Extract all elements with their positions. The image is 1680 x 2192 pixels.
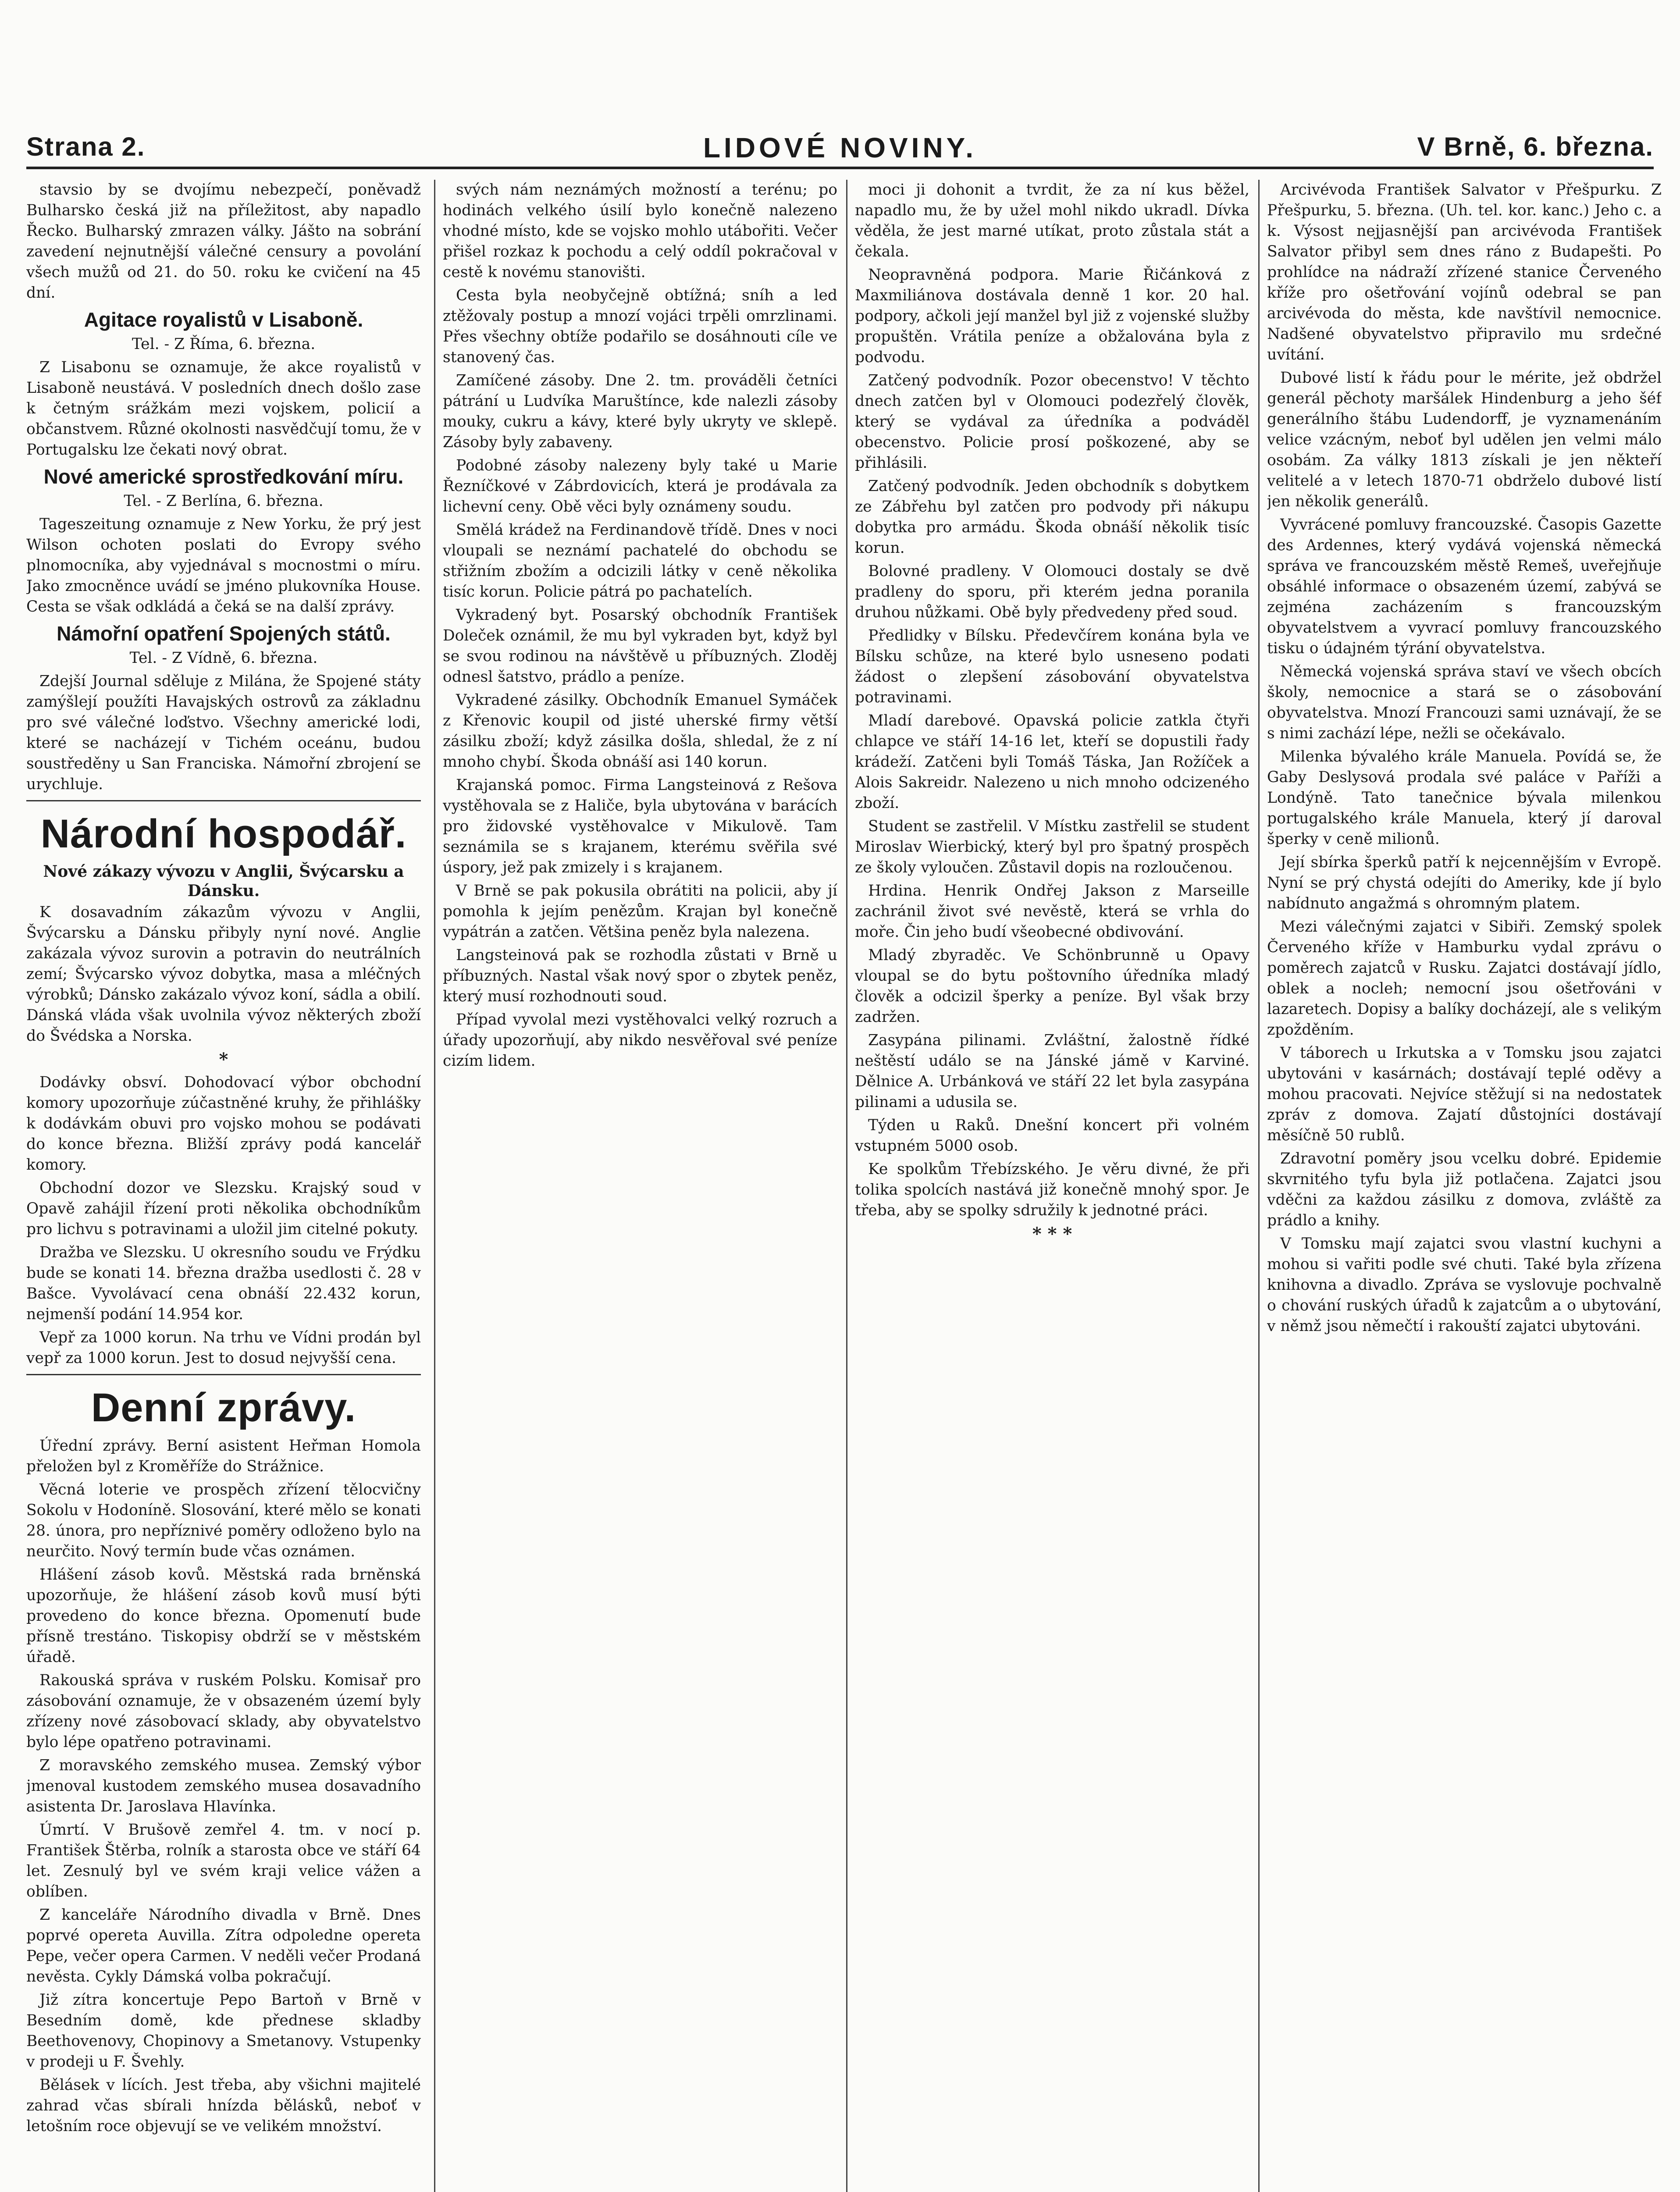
news-item: Student se zastřelil. V Místku zastřelil se student Miroslav Wierbický, který byl pro špatný prospěch ze školy vyloučen. Zůstavil dopis na rozloučenou. xyxy=(855,818,1249,876)
dateline: Tel. - Z Říma, 6. března. xyxy=(132,335,316,353)
section-divider xyxy=(26,800,421,801)
headline-peace-mediation: Nové americké sprostředkování míru. xyxy=(43,465,404,488)
section-divider xyxy=(26,1374,421,1375)
news-item: Dodávky obsví. Dohodovací výbor obchodní komory upozorňuje zúčastněné kruhy, že přihlášky k dodávkám obuvi pro vojsko mohou se podávati do konce března. Bližší zprávy podá kancelář komory. xyxy=(26,1074,421,1174)
news-item: Zatčený podvodník. Jeden obchodník s dobytkem ze Zábřehu byl zatčen pro podvody při nákupu dobytka pro armádu. Škoda obnáší několik tisíc korun. xyxy=(855,477,1249,557)
news-item: Týden u Raků. Dnešní koncert při volném vstupném 5000 osob. xyxy=(855,1117,1249,1155)
news-item: Neopravněná podpora. Marie Řičánková z Maxmiliánova dostávala denně 1 kor. 20 hal. podpory, ačkoli její manžel byl již z vojenské služby propuštěn. Vrátila peníze a obžalována byla z podvodu. xyxy=(855,266,1249,366)
headline-naval-measures: Námořní opatření Spojených států. xyxy=(57,622,391,645)
news-item: Zdravotní poměry jsou vcelku dobré. Epidemie skvrnitého tyfu byla již potlačena. Zajatci jsou vděčni za každou zásilku z domova, zvláště za prádlo a knihy. xyxy=(1267,1150,1662,1229)
news-item: V Tomsku mají zajatci svou vlastní kuchyni a mohou si vařiti podle své chuti. Také byla zřízena knihovna a divadlo. Zpráva se vyslovuje pochvalně o chování ruských úřadů k zajatcům a o ubytování, v němž jsou němečtí i rakouští zajatci ubytováni. xyxy=(1267,1235,1662,1335)
column-1 xyxy=(26,180,421,2192)
news-item: Krajanská pomoc. Firma Langsteinová z Rešova vystěhovala se z Haliče, byla ubytována v barácích pro židovské vystěhovalce v Mikulově. Tam seznámila se s krajanem, kterému svěřila své úspory, jež pak zmizely i s krajanem. xyxy=(443,776,837,876)
column-divider xyxy=(1258,180,1260,2192)
dateline: Tel. - Z Berlína, 6. března. xyxy=(124,492,324,510)
news-item: Úřední zprávy. Berní asistent Heřman Homola přeložen byl z Kroměříže do Strážnice. xyxy=(26,1437,421,1475)
news-item: Zamíčené zásoby. Dne 2. tm. prováděli četníci pátrání u Ludvíka Maruštínce, kde nalezli zásoby mouky, cukru a kávy, které byly ukryty ve sklepě. Zásoby byly zabaveny. xyxy=(443,372,837,451)
news-item: Ke spolkům Třebízského. Je věru divné, že při tolika spolcích nastává již konečně mnohý spor. Je třeba, aby se spolky sdružily k jednotné práci. xyxy=(855,1160,1249,1219)
news-item: Bolovné pradleny. V Olomouci dostaly se dvě pradleny do sporu, při kterém jedna poranila druhou nůžkami. Obě byly předvedeny před soud. xyxy=(855,562,1249,621)
news-item: Zasypána pilinami. Zvláštní, žalostně řídké neštěstí událo se na Jánské jámě v Karviné. Dělnice A. Urbánková ve stáří 22 let byla zasypána pilinami a udusila se. xyxy=(855,1032,1249,1111)
news-item: Již zítra koncertuje Pepo Bartoň v Brně v Besedním domě, kde přednese skladby Beethovenovy, Chopinovy a Smetanovy. Vstupenky v prodeji u F. Švehly. xyxy=(26,1991,421,2071)
news-item: Bělásek v lících. Jest třeba, aby všichni majitelé zahrad včas sbírali hnízda bělásků, neboť v letošním roce objevují se ve velikém množství. xyxy=(26,2076,421,2135)
news-item: Arcivévoda František Salvator v Přešpurku. Z Přešpurku, 5. března. (Uh. tel. kor. kanc.) Jeho c. a k. Výsost nejjasnější pan arcivévoda František Salvator přibyl sem dnes ráno z Budapešti. Po prohlídce na nádraží zřízené stanice Červeného kříže pro ošetřování vojínů odebral se pan arcivévoda do města, kde navštívil nemocnice. Nadšené obyvatelstvo připravilo mu srdečné uvítání. xyxy=(1267,181,1662,363)
news-item: Cesta byla neobyčejně obtížná; sníh a led ztěžovaly postup a mnozí vojáci trpěli omrzlinami. Přes všechny obtíže podařilo se dosáhnouti cíle ve stanovený čas. xyxy=(443,287,837,366)
page-header xyxy=(26,132,1654,184)
news-item: Německá vojenská správa staví ve všech obcích školy, nemocnice a stará se o zásobování obyvatelstva. Mnozí Francouzi sami uznávají, že se s nimi zachází lépe, nežli se očekávalo. xyxy=(1267,663,1662,742)
news-item: Hlášení zásob kovů. Městská rada brněnská upozorňuje, že hlášení zásob kovů musí býti provedeno do konce března. Opomenutí bude přísně trestáno. Tiskopisy obdrží se v městském úřadě. xyxy=(26,1566,421,1666)
news-item: Úmrtí. V Brušově zemřel 4. tm. v nocí p. František Štěrba, rolník a starosta obce ve stáří 64 let. Zesnulý byl ve svém kraji velice vážen a oblíben. xyxy=(26,1821,421,1900)
subheadline: Nové zákazy vývozu v Anglii, Švýcarsku a Dánsku. xyxy=(43,862,404,900)
headline-royalists: Agitace royalistů v Lisaboně. xyxy=(84,308,363,331)
section-heading-daily-news: Denní zprávy. xyxy=(91,1385,356,1430)
news-item: Zatčený podvodník. Pozor obecenstvo! V těchto dnech zatčen byl v Olomouci podezřelý člověk, který se vydával za úředníka a podváděl obecenstvo. Policie prosí poškozené, aby se přihlásili. xyxy=(855,372,1249,472)
news-item: Smělá krádež na Ferdinandově třídě. Dnes v noci vloupali se neznámí pachatelé do obchodu se střižním zbožím a odcizili látky v ceně několika tisíc korun. Policie pátrá po pachatelích. xyxy=(443,521,837,601)
column-divider xyxy=(846,180,847,2192)
masthead: LIDOVÉ NOVINY. xyxy=(703,132,977,164)
news-item: Případ vyvolal mezi vystěhovalci velký rozruch a úřady upozorňují, aby nikdo nesvěřoval své peníze cizím lidem. xyxy=(443,1011,837,1070)
article-text: Tageszeitung oznamuje z New Yorku, že prý jest Wilson ochoten poslati do Evropy svého plnomocníka, aby vyjednával s mocnostmi o míru. Jako zmocněnce uvádí se jméno plukovníka House. Cesta se však odkládá a čeká se na další zprávy. xyxy=(26,516,421,616)
article-continuation: moci ji dohonit a tvrdit, že za ní kus běžel, napadlo mu, že by užel mohl nikdo ukradl. Dívka věděla, že jest marné utíkat, proto zůstala stát a čekala. xyxy=(855,181,1249,260)
news-item: Podobné zásoby nalezeny byly také u Marie Řezníčkové v Zábrdovicích, která je prodávala za lichevní ceny. Obě věci byly oznámeny soudu. xyxy=(443,457,837,516)
news-item: Milenka bývalého krále Manuela. Povídá se, že Gaby Deslysová prodala své paláce v Paříži a Londýně. Tato tanečnice bývala milenkou portugalského krále Manuela, který jí daroval šperky v ceně milionů. xyxy=(1267,748,1662,848)
news-item: Mladý zbyraděc. Ve Schönbrunně u Opavy vloupal se do bytu poštovního úředníka mladý člověk a odcizil šperky a peníze. Byl však brzy zadržen. xyxy=(855,947,1249,1026)
article-continuation: stavsio by se dvojímu nebezpečí, poněvadž Bulharsko česká již na příležitost, aby napadlo Řecko. Bulharský zmrazen války. Jášto na sobrání zavedení nejnutnější válečné censury a povolání všech mužů od 21. do 50. roku ke cvičení na 45 dní. xyxy=(26,181,421,302)
section-heading-economy: Národní hospodář. xyxy=(40,811,407,856)
news-item: Z kanceláře Národního divadla v Brně. Dnes poprvé opereta Auvilla. Zítra odpoledne opereta Pepe, večer opera Carmen. V neděli večer Prodaná nevěsta. Cykly Dámská volba pokračují. xyxy=(26,1906,421,1986)
news-item: Předlidky v Bílsku. Předevčírem konána byla ve Bílsku schůze, na které bylo usneseno podati žádost o zlepšení zásobování obyvatelstva potravinami. xyxy=(855,627,1249,706)
header-rule xyxy=(26,167,1654,169)
news-item: Obchodní dozor ve Slezsku. Krajský soud v Opavě zahájil řízení proti několika obchodníkům pro lichvu s potravinami a uložil jim citelné pokuty. xyxy=(26,1179,421,1238)
news-item: Vyvrácené pomluvy francouzské. Časopis Gazette des Ardennes, který vydává vojenská německá správa ve francouzském městě Remeš, uveřejňuje obsáhlé informace o obsazeném území, zabývá se zejména zacházením s francouzským obyvatelstvem a vyvrací pomluvy francouzského tisku o údajném týrání obyvatelstva. xyxy=(1267,516,1662,657)
news-item: Věcná loterie ve prospěch zřízení tělocvičny Sokolu v Hodoníně. Slosování, které mělo se konati 28. února, pro nepříznivé poměry odloženo bylo na neurčito. Nový termín bude včas oznámen. xyxy=(26,1481,421,1560)
news-item: Dubové listí k řádu pour le mérite, jež obdržel generál pěchoty maršálek Hindenburg a jeho šéf generálního štábu Ludendorff, je vyznamenáním velice vzácným, neboť byl udělen jen velmi málo osobám. Za války 1813 získali je jen někteří velitelé a v letech 1870-71 obdrželo dubové listí jen několik generálů. xyxy=(1267,369,1662,510)
news-item: Dražba ve Slezsku. U okresního soudu ve Frýdku bude se konati 14. března dražba usedlosti č. 28 v Bašce. Vyvolávací cena obnáší 22.432 korun, nejmenší podání 14.954 kor. xyxy=(26,1244,421,1323)
news-item: Vykradené zásilky. Obchodník Emanuel Symáček z Křenovic koupil od jisté uherské firmy větší zásilku zboží; když zásilka došla, shledal, že z ní mnoho chybí. Škoda obnáší asi 140 korun. xyxy=(443,691,837,771)
page-number: Strana 2. xyxy=(26,132,146,161)
news-item: Langsteinová pak se rozhodla zůstati v Brně u příbuzných. Nastal však nový spor o zbytek peněz, který musí rozhodnouti soud. xyxy=(443,947,837,1005)
news-item: V Brně se pak pokusila obrátiti na policii, aby jí pomohla k jejím penězům. Krajan byl konečně vypátrán a zatčen. Většina peněz byla nalezena. xyxy=(443,882,837,941)
news-item: Mezi válečnými zajatci v Sibiři. Zemský spolek Červeného kříže v Hamburku vydal zprávu o poměrech zajatců v Rusku. Zajatci dostávají jídlo, oblek a nocleh; nemocní jsou ošetřováni v lazaretech. Dopisy a balíky docházejí, ale s velikým zpožděním. xyxy=(1267,918,1662,1039)
column-divider xyxy=(434,180,435,2192)
column-2 xyxy=(443,180,837,2192)
news-item: Vepř za 1000 korun. Na trhu ve Vídni prodán byl vepř za 1000 korun. Jest to dosud nejvyšší cena. xyxy=(26,1329,421,1367)
column-3 xyxy=(855,180,1249,2192)
column-4 xyxy=(1267,180,1662,2192)
news-item: V táborech u Irkutska a v Tomsku jsou zajatci ubytováni v kasárnách; dostávají teplé oděvy a mohou pracovati. Nejvíce stěžují si na nedostatek zpráv z domova. Zajatí důstojníci dostávají měsíčně 50 rublů. xyxy=(1267,1044,1662,1144)
news-item: Hrdina. Henrik Ondřej Jakson z Marseille zachránil život své nevěstě, která se vrhla do moře. Čin jeho budí všeobecné obdivování. xyxy=(855,882,1249,941)
separator-star: * xyxy=(219,1049,228,1070)
news-item: Mladí darebové. Opavská policie zatkla čtyři chlapce ve stáří 14-16 let, kteří se dopustili řady krádeží. Zatčeni byli Tomáš Táska, Jan Rožíček a Alois Sakreidr. Nalezeno u nich mnoho odcizeného zboží. xyxy=(855,712,1249,812)
news-item: Její sbírka šperků patří k nejcennějším v Evropě. Nyní se prý chystá odejíti do Ameriky, kde jí bylo nabídnuto angažmá s ohromným platem. xyxy=(1267,854,1662,912)
issue-date: V Brně, 6. března. xyxy=(1417,132,1654,161)
dateline: Tel. - Z Vídně, 6. března. xyxy=(129,649,318,667)
news-item: Rakouská správa v ruském Polsku. Komisař pro zásobování oznamuje, že v obsazeném území byly zřízeny nové zásobovací sklady, aby obyvatelstvo bylo lépe opatřeno potravinami. xyxy=(26,1672,421,1751)
separator-stars: * * * xyxy=(1032,1224,1072,1244)
article-text: Zdejší Journal sděluje z Milána, že Spojené státy zamýšlejí použíti Havajských ostrovů za základnu pro své válečné loďstvo. Všechny americké lodi, které se nacházejí v Tichém oceánu, budou soustředěny u San Franciska. Námořní zbrojení se urychluje. xyxy=(26,673,421,793)
news-item: Z moravského zemského musea. Zemský výbor jmenoval kustodem zemského musea dosavadního asistenta Dr. Jaroslava Hlavínka. xyxy=(26,1757,421,1815)
article-text: Z Lisabonu se oznamuje, že akce royalistů v Lisaboně neustává. V posledních dnech došlo zase k četným srážkám mezi vojskem, policií a občanstvem. Různé okolnosti nasvědčují tomu, že v Portugalsku lze čekati nový obrat. xyxy=(26,359,421,459)
article-continuation: svých nám neznámých možností a terénu; po hodinách velkého úsilí bylo konečně nalezeno vhodné místo, kde se vojsko mohlo utábořiti. Večer přišel rozkaz k pochodu a celý oddíl pokračoval v cestě k novému stanovišti. xyxy=(443,181,837,281)
news-item: Vykradený byt. Posarský obchodník František Doleček oznámil, že mu byl vykraden byt, když byl se svou rodinou na návštěvě u příbuzných. Zloděj odnesl šatstvo, prádlo a peníze. xyxy=(443,606,837,686)
article-text: K dosavadním zákazům vývozu v Anglii, Švýcarsku a Dánsku přibyly nyní nové. Anglie zakázala vývoz surovin a potravin do neutrálních zemí; Švýcarsko vývoz dobytka, masa a mléčných výrobků; Dánsko zakázalo vývoz koní, sádla a obilí. Dánská vláda však uvolnila vývoz některých zboží do Švédska a Norska. xyxy=(26,904,421,1045)
